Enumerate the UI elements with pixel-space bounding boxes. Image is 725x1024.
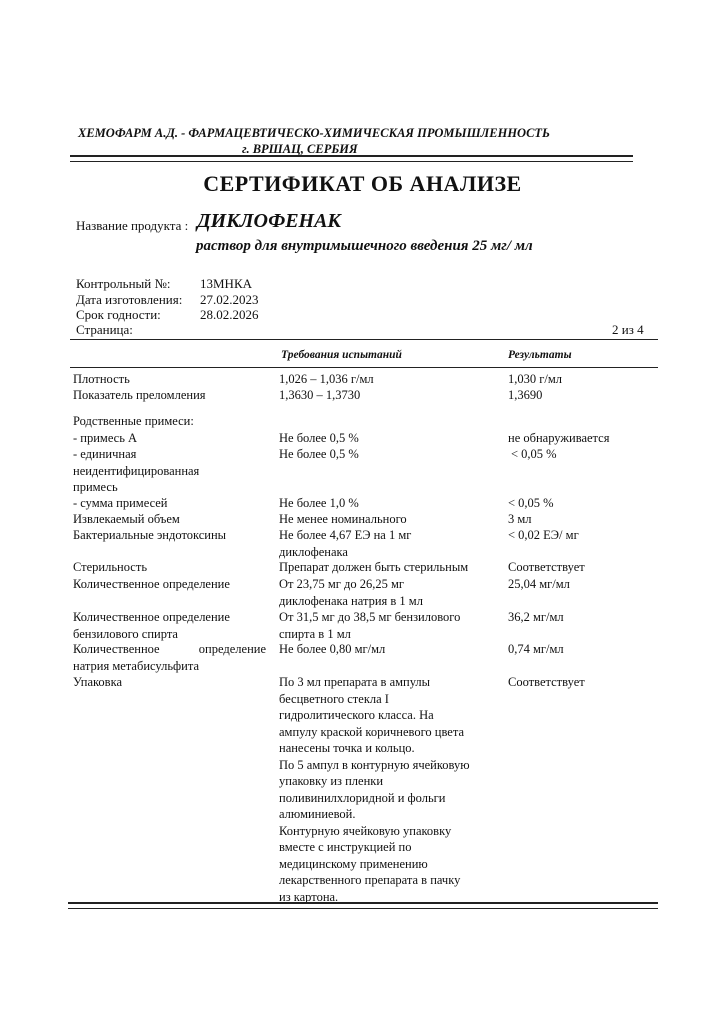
test-name-word: Количественное	[73, 642, 160, 656]
test-name: Извлекаемый объем	[73, 512, 180, 526]
result-cell	[511, 446, 661, 463]
requirement-text: диклофенака	[279, 544, 348, 559]
test-name: Бактериальные эндотоксины	[73, 528, 227, 542]
requirement-text: поливинилхлоридной и фольги	[279, 790, 446, 805]
product-label: Название продукта :	[76, 218, 189, 233]
requirement-text: нанесены точка и кольцо.	[279, 741, 415, 755]
result-cell	[508, 641, 658, 658]
result-cell	[508, 559, 658, 576]
page-number: 2 из 4	[612, 322, 644, 337]
table-row	[73, 609, 273, 642]
test-name-justified	[73, 641, 266, 658]
header-divider	[70, 155, 633, 162]
requirement-text: вместе с инструкцией по	[279, 840, 412, 854]
manufacture-date-label: Дата изготовления:	[76, 292, 183, 307]
test-name: - сумма примесей	[73, 496, 168, 510]
requirement-text: Не более 0,80 мг/мл	[279, 642, 386, 656]
table-row	[73, 371, 273, 388]
table-row	[73, 387, 273, 404]
requirement-cell	[279, 387, 499, 404]
requirement-cell	[279, 371, 499, 388]
column-header-requirements: Требования испытаний	[281, 349, 402, 361]
result-text: Соответствует	[508, 675, 585, 689]
result-text: 0,74 мг/мл	[508, 642, 564, 656]
control-number-value: 13МНКА	[200, 276, 253, 291]
test-name: примесь	[73, 480, 118, 494]
requirement-cell	[279, 559, 499, 576]
requirement-cell	[279, 430, 499, 447]
result-text: 1,3690	[508, 388, 543, 402]
requirement-cell	[279, 446, 499, 463]
table-row	[73, 641, 273, 674]
company-city: г. ВРШАЦ, СЕРБИЯ	[242, 142, 358, 156]
test-name: Упаковка	[73, 675, 123, 689]
requirement-text: Не более 0,5 %	[279, 430, 359, 445]
result-text: 3 мл	[508, 512, 532, 526]
requirement-text: лекарственного препарата в пачку	[279, 873, 461, 887]
table-row	[73, 511, 273, 528]
result-cell	[508, 511, 658, 528]
control-number-label: Контрольный №:	[76, 276, 171, 291]
requirement-cell	[279, 641, 499, 658]
result-text: не обнаруживается	[508, 430, 610, 445]
result-text: < 0,05 %	[511, 447, 557, 461]
table-row	[73, 576, 273, 593]
requirement-text: ампулу краской коричневого цвета	[279, 724, 465, 739]
manufacture-date-value: 27.02.2023	[200, 292, 259, 307]
requirement-text: Не более 0,5 %	[279, 447, 359, 461]
result-text: Соответствует	[508, 560, 585, 574]
result-cell	[508, 609, 658, 626]
table-row	[73, 559, 273, 576]
result-text: 25,04 мг/мл	[508, 577, 570, 591]
requirement-text: диклофенака натрия в 1 мл	[279, 593, 423, 608]
test-name-word: определение	[198, 642, 266, 656]
test-name: Количественное определение	[73, 610, 230, 624]
result-cell	[508, 576, 658, 593]
requirement-text: медицинскому применению	[279, 856, 428, 871]
table-header-divider	[70, 367, 658, 368]
company-name: ХЕМОФАРМ А.Д. - ФАРМАЦЕВТИЧЕСКО-ХИМИЧЕСКАЯ ПРОМЫШЛЕННОСТЬ	[78, 126, 550, 140]
table-row	[73, 413, 273, 446]
requirement-text: из картона.	[279, 889, 339, 904]
requirement-cell	[279, 609, 499, 642]
requirement-cell	[279, 576, 499, 609]
requirement-text: Контурную ячейковую упаковку	[279, 823, 452, 838]
expiry-date-label: Срок годности:	[76, 307, 161, 322]
requirement-cell	[279, 495, 499, 512]
requirement-text: Не более 4,67 ЕЭ на 1 мг	[279, 528, 412, 542]
test-name: - единичная	[73, 447, 137, 461]
product-form: раствор для внутримышечного введения 25 мг/ мл	[196, 238, 533, 254]
page-label: Страница:	[76, 322, 133, 337]
company-header	[78, 125, 638, 157]
result-cell	[508, 495, 658, 512]
requirement-text: 1,026 – 1,036 г/мл	[279, 372, 374, 386]
test-name: Показатель преломления	[73, 388, 206, 402]
footer-divider	[68, 902, 658, 909]
result-cell	[508, 430, 658, 447]
test-name: натрия метабисульфита	[73, 658, 199, 673]
test-name: Стерильность	[73, 560, 148, 574]
result-text: < 0,05 %	[508, 496, 554, 510]
result-text: 36,2 мг/мл	[508, 610, 564, 624]
requirement-cell	[279, 511, 499, 528]
requirement-text: Не менее номинального	[279, 512, 407, 526]
test-name: Количественное определение	[73, 577, 230, 591]
result-text: < 0,02 ЕЭ/ мг	[508, 528, 579, 542]
table-row	[73, 527, 273, 544]
test-name: - примесь А	[73, 430, 138, 445]
table-row	[73, 495, 273, 512]
expiry-date-value: 28.02.2026	[200, 307, 259, 322]
test-group-heading: Родственные примеси:	[73, 414, 194, 428]
page-title: СЕРТИФИКАТ ОБ АНАЛИЗЕ	[203, 171, 522, 196]
result-cell	[508, 387, 658, 404]
column-header-results: Результаты	[508, 349, 572, 361]
result-cell	[508, 674, 658, 691]
requirement-text: 1,3630 – 1,3730	[279, 388, 361, 402]
test-name: неидентифицированная	[73, 463, 200, 478]
requirement-text: От 23,75 мг до 26,25 мг	[279, 577, 405, 591]
page-divider	[70, 339, 658, 340]
requirement-text: По 5 ампул в контурную ячейковую	[279, 757, 470, 772]
requirement-text: упаковку из пленки	[279, 774, 384, 788]
test-name: Плотность	[73, 372, 130, 386]
product-name: ДИКЛОФЕНАК	[197, 210, 341, 232]
result-text: 1,030 г/мл	[508, 372, 562, 386]
result-cell	[508, 527, 658, 544]
table-row	[73, 674, 273, 691]
requirement-text: Препарат должен быть стерильным	[279, 560, 469, 574]
test-name: бензилового спирта	[73, 626, 178, 641]
requirement-text: алюминиевой.	[279, 807, 356, 821]
requirement-text: От 31,5 мг до 38,5 мг бензилового	[279, 610, 461, 624]
requirement-cell	[279, 527, 499, 560]
requirement-text: По 3 мл препарата в ампулы	[279, 675, 431, 689]
result-cell	[508, 371, 658, 388]
table-row	[73, 446, 273, 496]
requirement-text: спирта в 1 мл	[279, 626, 351, 641]
requirement-text: Не более 1,0 %	[279, 496, 359, 510]
requirement-text: бесцветного стекла I	[279, 691, 389, 706]
requirement-text: гидролитического класса. На	[279, 708, 434, 722]
requirement-cell	[279, 674, 499, 905]
